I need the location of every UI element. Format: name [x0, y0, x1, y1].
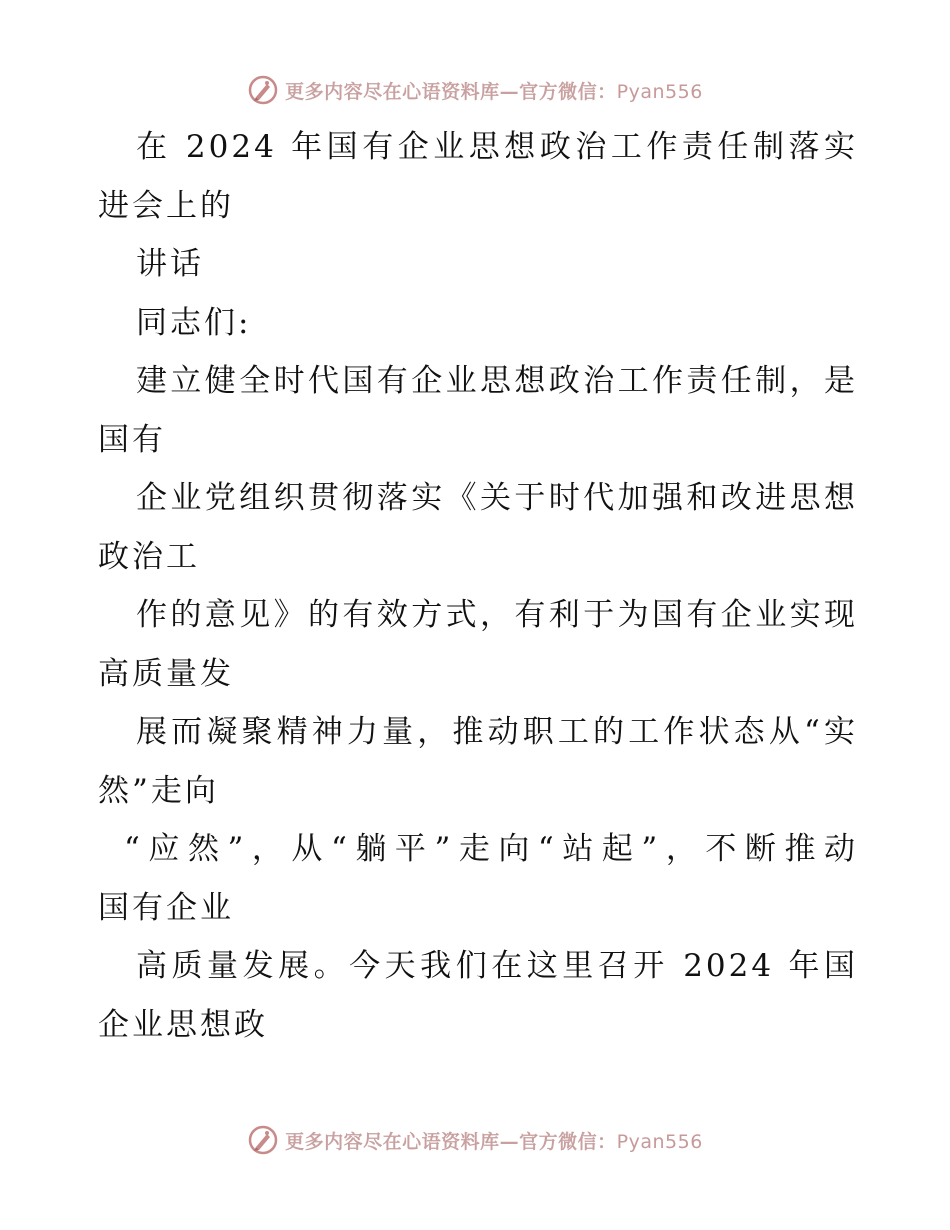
watermark-footer — [0, 1120, 950, 1160]
paragraph-line: 国有企业 — [98, 889, 234, 926]
watermark-text: 更多内容尽在心语资料库—官方微信：Pyan556 — [285, 1130, 703, 1153]
paragraph-line: 作的意见》的有效方式，有利于为国有企业实现 — [136, 597, 858, 633]
watermark-wechat-id: Pyan556 — [616, 1130, 703, 1153]
paragraph-line: 企业思想政 — [98, 1006, 268, 1043]
paragraph-line: 国有 — [98, 421, 166, 458]
paragraph-line: “应然”，从“躺平”走向“站起”，不断推动 — [124, 831, 858, 867]
paragraph-line: 建立健全时代国有企业思想政治工作责任制，是 — [136, 363, 858, 399]
paragraph-line: 展而凝聚精神力量，推动职工的工作状态从“实 — [136, 714, 858, 750]
pen-logo-icon — [247, 74, 279, 106]
paragraph-line: 然”走向 — [98, 772, 219, 809]
paragraph-line: 高质量发 — [98, 655, 234, 692]
title-line-2: 进会上的 — [98, 187, 234, 224]
watermark-text: 更多内容尽在心语资料库—官方微信：Pyan556 — [285, 80, 703, 103]
salutation: 同志们: — [136, 304, 252, 341]
title-line-3: 讲话 — [136, 246, 204, 282]
title-line-1: 在 2024 年国有企业思想政治工作责任制落实 — [136, 129, 858, 165]
document-body — [98, 118, 858, 1054]
watermark-wechat-id: Pyan556 — [616, 80, 703, 103]
watermark-header — [0, 70, 950, 110]
paragraph-line: 政治工 — [98, 538, 200, 575]
paragraph-line: 企业党组织贯彻落实《关于时代加强和改进思想 — [136, 480, 858, 516]
paragraph-line: 高质量发展。今天我们在这里召开 2024 年国 — [136, 948, 858, 984]
pen-logo-icon — [247, 1124, 279, 1156]
